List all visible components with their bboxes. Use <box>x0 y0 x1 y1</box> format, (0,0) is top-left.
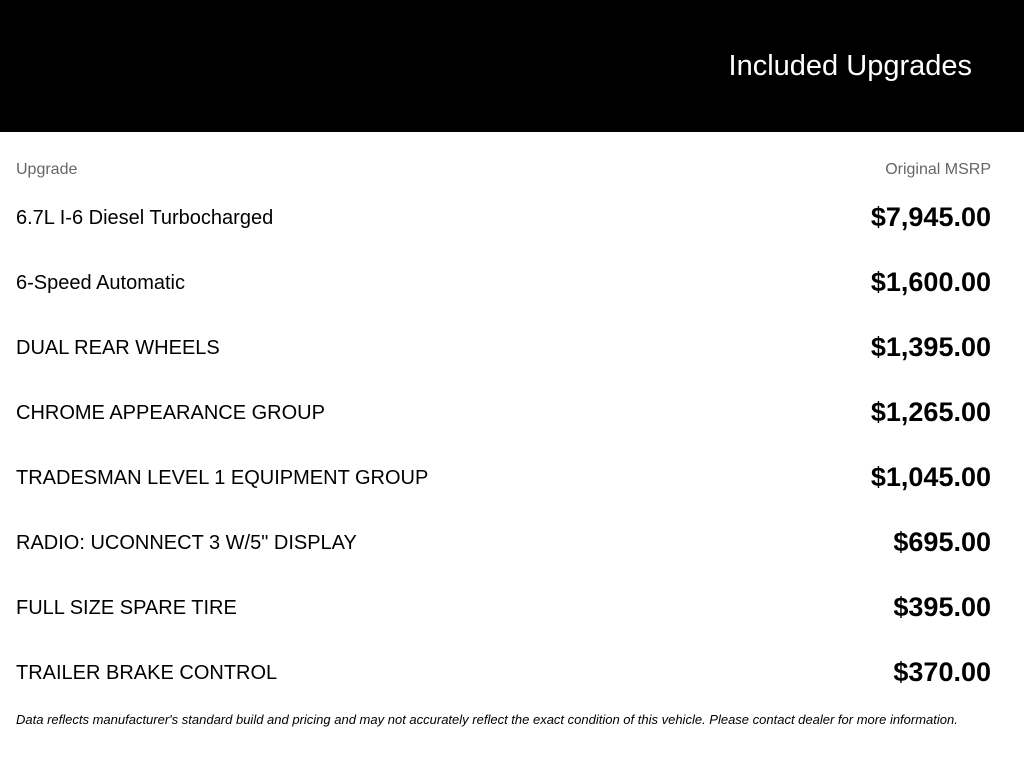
page-title: Included Upgrades <box>728 50 972 82</box>
upgrade-row <box>0 575 1024 640</box>
upgrade-name: TRADESMAN LEVEL 1 EQUIPMENT GROUP <box>16 467 429 489</box>
upgrade-row <box>0 445 1024 510</box>
upgrade-name: FULL SIZE SPARE TIRE <box>16 597 237 619</box>
upgrade-price: $7,945.00 <box>870 202 991 232</box>
upgrade-row <box>0 315 1024 380</box>
upgrade-name: 6.7L I-6 Diesel Turbocharged <box>16 207 274 229</box>
upgrade-name: RADIO: UCONNECT 3 W/5" DISPLAY <box>16 532 357 554</box>
column-header-msrp: Original MSRP <box>885 161 991 178</box>
upgrade-row <box>0 185 1024 250</box>
upgrade-name: CHROME APPEARANCE GROUP <box>16 402 325 424</box>
upgrade-row <box>0 380 1024 445</box>
upgrade-name: TRAILER BRAKE CONTROL <box>16 662 278 684</box>
upgrade-price: $1,395.00 <box>870 332 991 362</box>
upgrade-row <box>0 250 1024 315</box>
upgrades-list <box>0 185 1024 705</box>
upgrade-price: $395.00 <box>893 592 991 622</box>
header-bar <box>0 0 1024 132</box>
column-header-upgrade: Upgrade <box>16 161 78 178</box>
upgrade-name: DUAL REAR WHEELS <box>16 337 220 359</box>
upgrade-row <box>0 510 1024 575</box>
disclaimer-text: Data reflects manufacturer's standard build and pricing and may not accurately reflect the exact condition of this vehicle. Please contact dealer for more information. <box>16 712 958 727</box>
upgrade-row <box>0 640 1024 705</box>
upgrade-price: $1,600.00 <box>870 267 991 297</box>
upgrade-price: $370.00 <box>893 657 991 687</box>
upgrade-price: $1,265.00 <box>870 397 991 427</box>
upgrade-price: $1,045.00 <box>870 462 991 492</box>
upgrade-name: 6-Speed Automatic <box>16 272 185 294</box>
upgrade-price: $695.00 <box>893 527 991 557</box>
